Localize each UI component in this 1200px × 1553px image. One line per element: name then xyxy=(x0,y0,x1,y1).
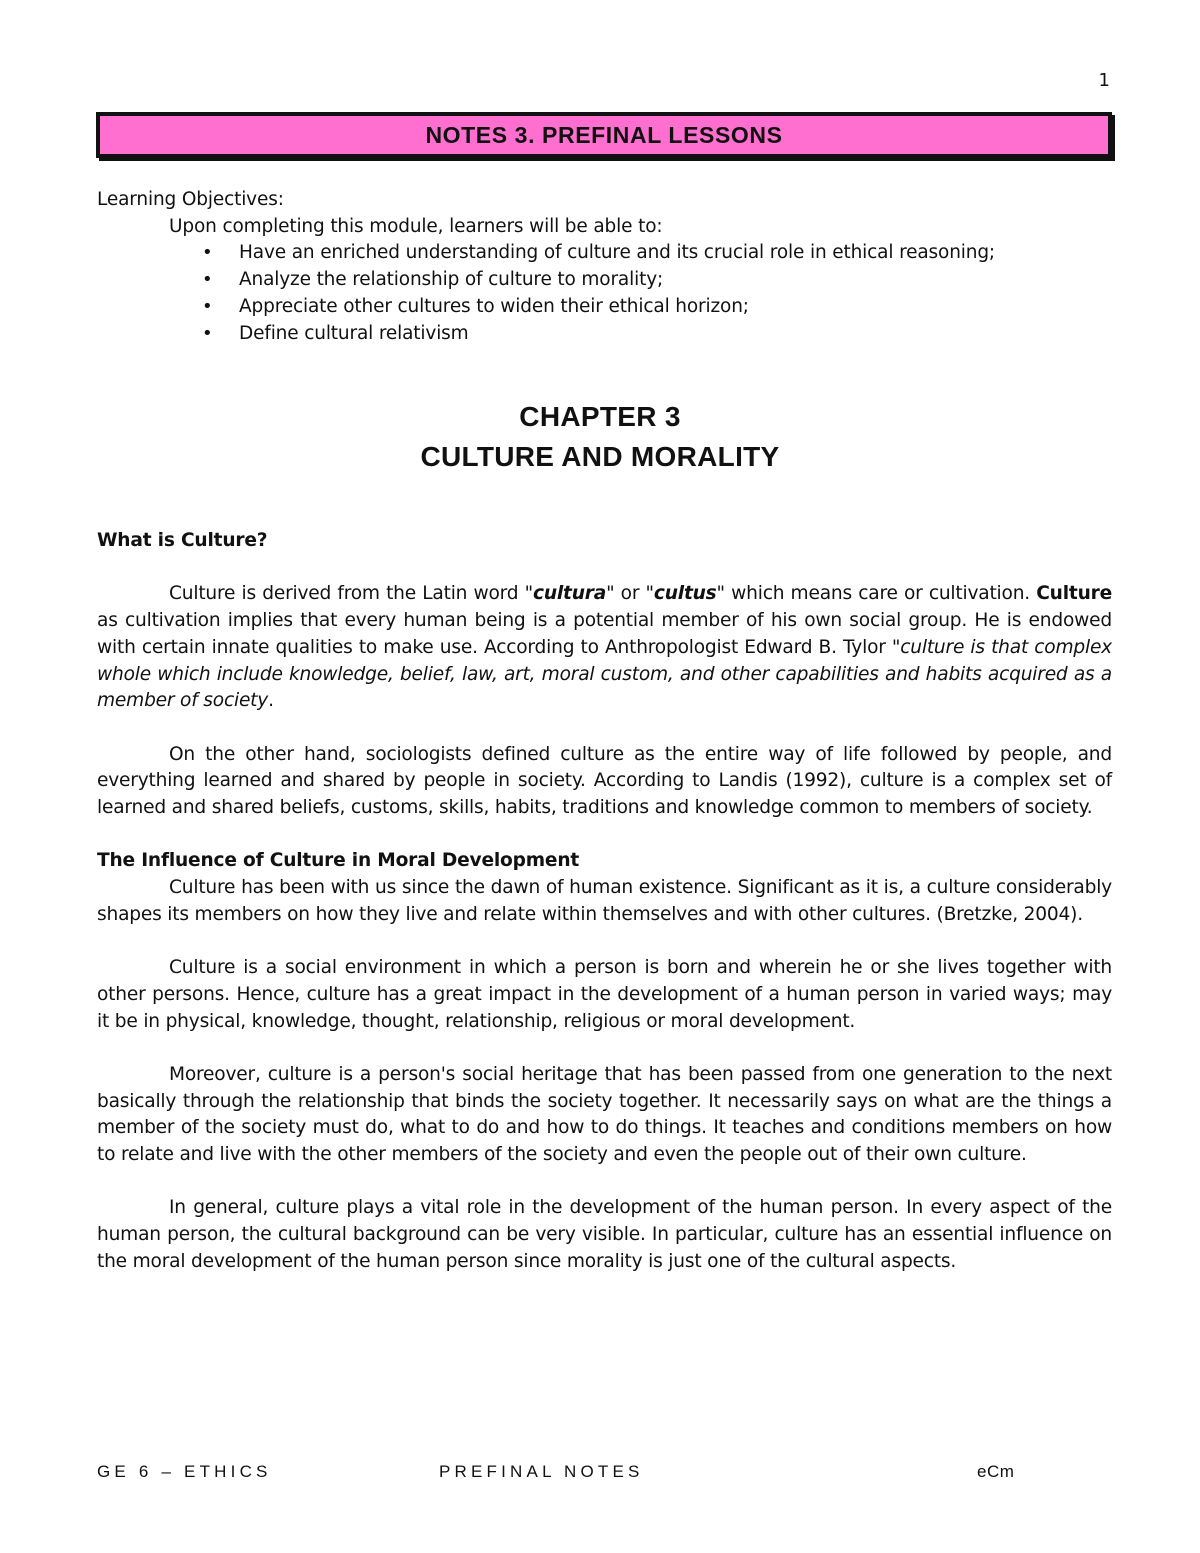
paragraph: Culture has been with us since the dawn of human existence. Significant as it is, a culture considerably shapes its members on how they live and relate within themselves and with other cultures. (Bretzke, 2004). xyxy=(97,877,1112,925)
latin-term-cultura: cultura xyxy=(533,583,607,605)
objectives-list xyxy=(97,240,1112,347)
chapter-title: CULTURE AND MORALITY xyxy=(420,441,780,472)
tylor-quote: culture is that complex whole which include knowledge, belief, law, art, moral custom, and other capabilities and habits acquired as a member of society xyxy=(97,636,1112,712)
page-number: 1 xyxy=(1098,70,1110,91)
chapter-heading xyxy=(0,397,1200,477)
list-item: • Define cultural relativism xyxy=(97,321,1112,348)
list-item: • Appreciate other cultures to widen their ethical horizon; xyxy=(97,294,1112,321)
main-content xyxy=(97,528,1112,1276)
footer-course: GE 6 – ETHICS xyxy=(97,1462,272,1481)
latin-term-cultus: cultus xyxy=(653,583,717,605)
footer-initials: eCm xyxy=(977,1462,1015,1481)
footer-notes-label: PREFINAL NOTES xyxy=(439,1462,644,1481)
section-heading-what-is-culture: What is Culture? xyxy=(97,530,268,551)
learning-objectives xyxy=(97,187,1112,347)
chapter-number: CHAPTER 3 xyxy=(519,401,681,432)
paragraph: Moreover, culture is a person's social heritage that has been passed from one generation to the next basically through the relationship that binds the society together. It necessarily says on what are the things a member of the society must do, what to do and how to do things. It teaches and conditions members on how to relate and live with the other members of the society and even the people out of their own culture. xyxy=(97,1063,1112,1166)
section-heading-influence: The Influence of Culture in Moral Development xyxy=(97,850,580,872)
bold-term-culture: Culture xyxy=(1036,583,1112,605)
title-banner xyxy=(96,112,1112,158)
objectives-intro: Upon completing this module, learners will be able to: xyxy=(169,215,663,237)
paragraph: In general, culture plays a vital role in the development of the human person. In every aspect of the human person, the cultural background can be very visible. In particular, culture has an essential influence on the moral development of the human person since morality is just one of the cultural aspects. xyxy=(97,1197,1112,1272)
paragraph-culture-definition: Culture is derived from the Latin word "cultura" or "cultus" which means care or cultivation. Culture as cultivation implies that every human being is a potential member of his own social group. He is endowed with certain innate qualities to make use. According to Anthropologist Edward B. Tylor "culture is that complex whole which include knowledge, belief, law, art, moral custom, and other capabilities and habits acquired as a member of society. xyxy=(97,583,1112,712)
paragraph-sociologists: On the other hand, sociologists defined culture as the entire way of life followed by people, and everything learned and shared by people in society. According to Landis (1992), culture is a complex set of learned and shared beliefs, customs, skills, habits, traditions and knowledge common to members of society. xyxy=(97,743,1112,818)
objectives-heading: Learning Objectives: xyxy=(97,189,284,210)
list-item: • Analyze the relationship of culture to morality; xyxy=(97,267,1112,294)
paragraph: Culture is a social environment in which a person is born and wherein he or she lives together with other persons. Hence, culture has a great impact in the development of a human person in varied ways; may it be in physical, knowledge, thought, relationship, religious or moral development. xyxy=(97,957,1112,1032)
page-footer xyxy=(97,1462,1112,1486)
banner-title: NOTES 3. PREFINAL LESSONS xyxy=(425,121,783,148)
list-item: • Have an enriched understanding of culture and its crucial role in ethical reasoning; xyxy=(97,240,1112,267)
